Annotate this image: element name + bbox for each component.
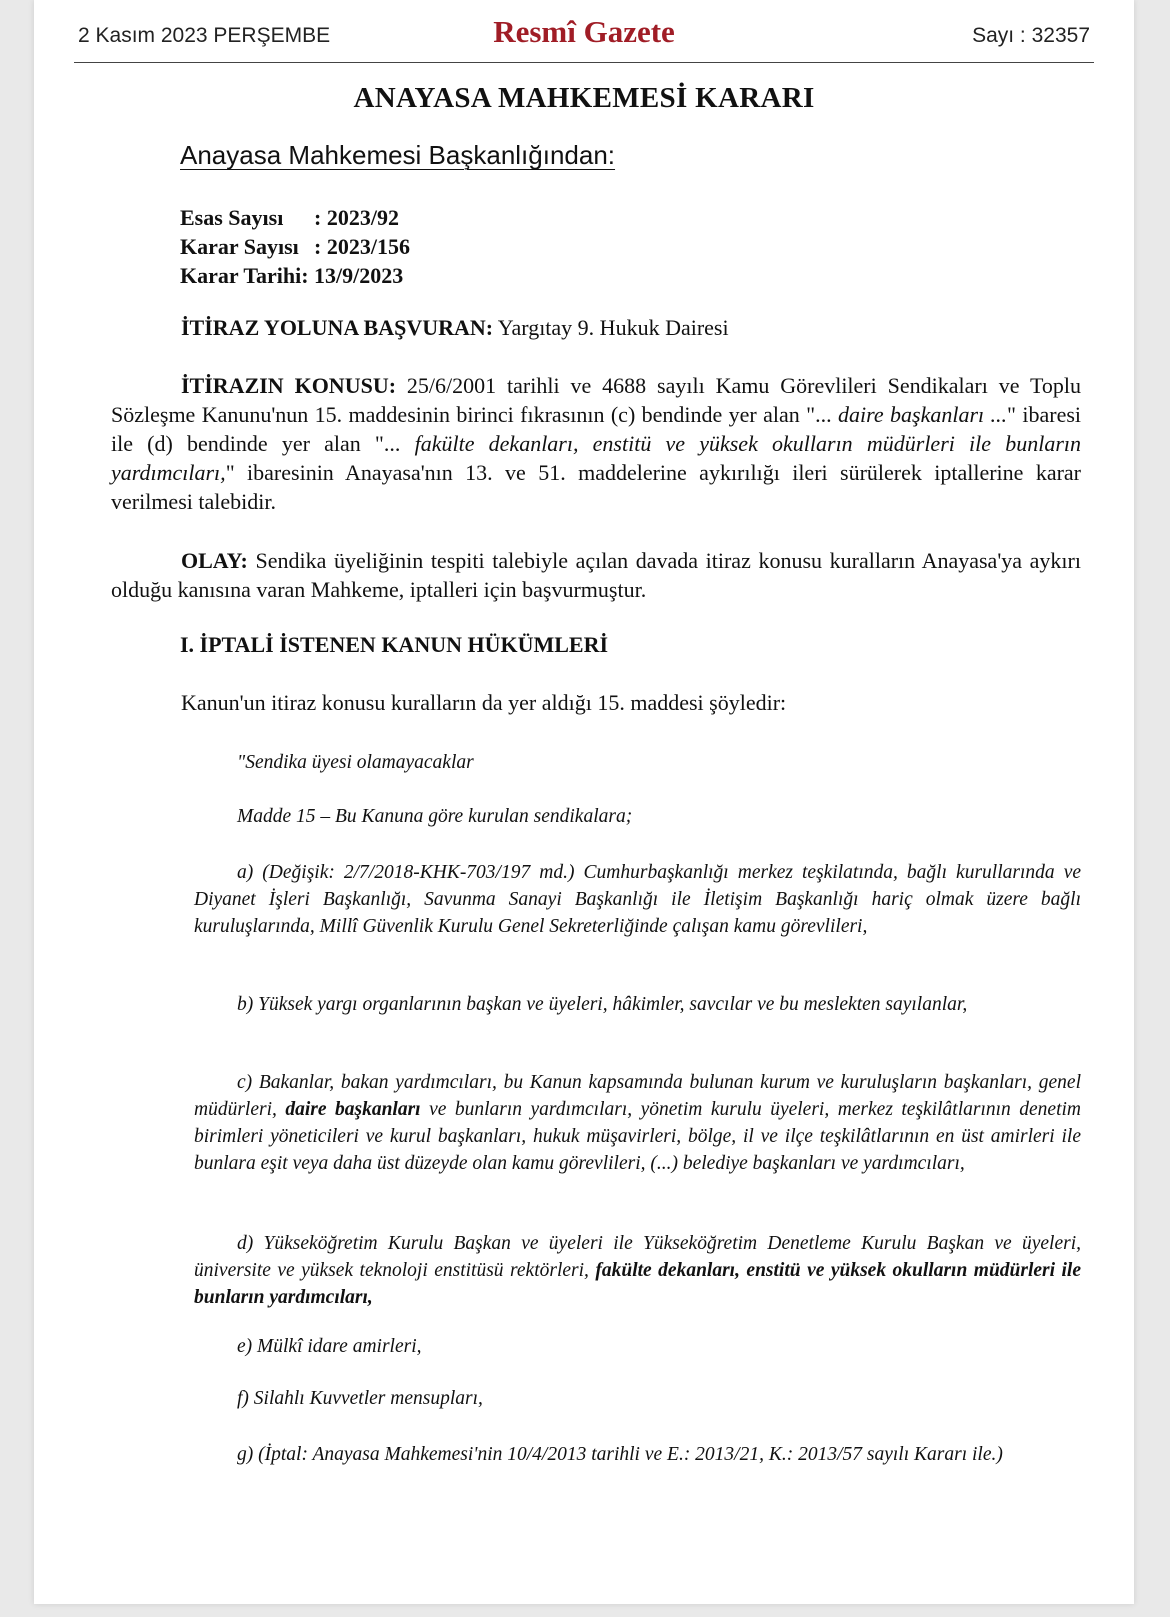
- event-label: OLAY:: [181, 548, 248, 573]
- header-date: 2 Kasım 2023 PERŞEMBE: [78, 24, 331, 47]
- subject-quoted-phrase: fakülte dekanları, enstitü ve yüksek okulların müdürleri ile bunların yardımcıları,: [111, 431, 1082, 485]
- gazette-title: Resmî Gazete: [493, 14, 675, 49]
- clause-b: b) Yüksek yargı organlarının başkan ve üyeleri, hâkimler, savcılar ve bu meslekten sayılanlar,: [237, 994, 968, 1015]
- event-text: Sendika üyeliğinin tespiti talebiyle açılan davada itiraz konusu kuralların Anayasa'ya aykırı olduğu kanısına varan Mahkeme, iptalleri için başvurmuştur.: [111, 548, 1081, 602]
- clause-g: g) (İptal: Anayasa Mahkemesi'nin 10/4/2013 tarihli ve E.: 2013/21, K.: 2013/57 sayılı Kararı ile.): [237, 1444, 1003, 1465]
- clause-c-text: ve bunların yardımcıları, yönetim kurulu üyeleri, merkez teşkilâtlarının denetim birimleri yöneticileri ve kurul başkanları, hukuk müşavirleri, bölge, il ve ilçe teşkilâtlarının en üst amirleri ile bunlara eşit veya daha üst düzeyde olan kamu görevlileri, (...) belediye başkanları ve yardımcıları,: [194, 1099, 1081, 1174]
- clause-d: [194, 1230, 1081, 1311]
- applicant-paragraph: [111, 313, 1081, 342]
- subject-text: " ibaresinin Anayasa'nın 13. ve 51. maddelerine aykırılığı ileri sürülerek iptallerine karar verilmesi talebidir.: [111, 460, 1081, 514]
- decision-number-value: : 2023/156: [314, 234, 410, 259]
- decision-date-value: : 13/9/2023: [301, 263, 404, 288]
- clause-c-text: c) Bakanlar, bakan yardımcıları, bu Kanun kapsamında bulunan kurum ve kuruluşların başkanları, genel müdürleri,: [194, 1072, 1081, 1120]
- quote-article: Madde 15 – Bu Kanuna göre kurulan sendikalara;: [237, 806, 633, 827]
- subject-label: İTİRAZIN KONUSU:: [181, 373, 397, 398]
- clause-d-highlight: fakülte dekanları, enstitü ve yüksek okulların müdürleri ile bunların yardımcıları,: [194, 1260, 1081, 1308]
- clause-c: [194, 1069, 1081, 1177]
- issuing-authority: Anayasa Mahkemesi Başkanlığından:: [180, 140, 616, 170]
- case-number-value: : 2023/92: [314, 205, 399, 230]
- quote-heading: "Sendika üyesi olamayacaklar: [237, 752, 474, 773]
- subject-text: 25/6/2001 tarihli ve 4688 sayılı Kamu Görevlileri Sendikaları ve Toplu Sözleşme Kanunu'nun 15. maddesinin birinci fıkrasının (c) bendinde yer alan "...: [111, 373, 1081, 427]
- clause-d-text: d) Yükseköğretim Kurulu Başkan ve üyeleri ile Yükseköğretim Denetleme Kurulu Başkan ve üyeleri, üniversite ve yüksek teknoloji enstitüsü rektörleri,: [194, 1233, 1081, 1281]
- clause-e: e) Mülkî idare amirleri,: [237, 1336, 422, 1357]
- applicant-value: Yargıtay 9. Hukuk Dairesi: [493, 315, 729, 340]
- subject-quoted-phrase: daire başkanları ...: [838, 402, 1008, 427]
- case-number-label: Esas Sayısı: [180, 205, 284, 230]
- section-heading: I. İPTALİ İSTENEN KANUN HÜKÜMLERİ: [180, 632, 609, 657]
- decision-date-line: [180, 261, 410, 290]
- document-title: ANAYASA MAHKEMESİ KARARI: [353, 82, 815, 114]
- page-header: [74, 14, 1094, 63]
- clause-a: a) (Değişik: 2/7/2018-KHK-703/197 md.) Cumhurbaşkanlığı merkez teşkilatında, bağlı kurullarında ve Diyanet İşleri Başkanlığı, Savunma Sanayi Başkanlığı ile İletişim Başkanlığı hariç olmak üzere bağlı kuruluşlarında, Millî Güvenlik Kurulu Genel Sekreterliğinde çalışan kamu görevlileri,: [194, 862, 1081, 937]
- clause-f: f) Silahlı Kuvvetler mensupları,: [237, 1388, 483, 1409]
- decision-number-line: [180, 232, 410, 261]
- subject-text: " ibaresi ile (d) bendinde yer alan "...: [111, 402, 1082, 456]
- decision-number-label: Karar Sayısı: [180, 234, 299, 259]
- decision-date-label: Karar Tarihi: [180, 263, 302, 288]
- applicant-label: İTİRAZ YOLUNA BAŞVURAN:: [181, 315, 494, 340]
- intro-paragraph: Kanun'un itiraz konusu kuralların da yer aldığı 15. maddesi şöyledir:: [181, 690, 787, 715]
- case-info: [180, 203, 410, 290]
- header-issue-number: Sayı : 32357: [972, 24, 1090, 47]
- gazette-page: [34, 0, 1134, 1604]
- subject-paragraph: [111, 371, 1081, 516]
- case-number-line: [180, 203, 410, 232]
- event-paragraph: [111, 546, 1081, 604]
- clause-c-highlight: daire başkanları: [285, 1099, 421, 1120]
